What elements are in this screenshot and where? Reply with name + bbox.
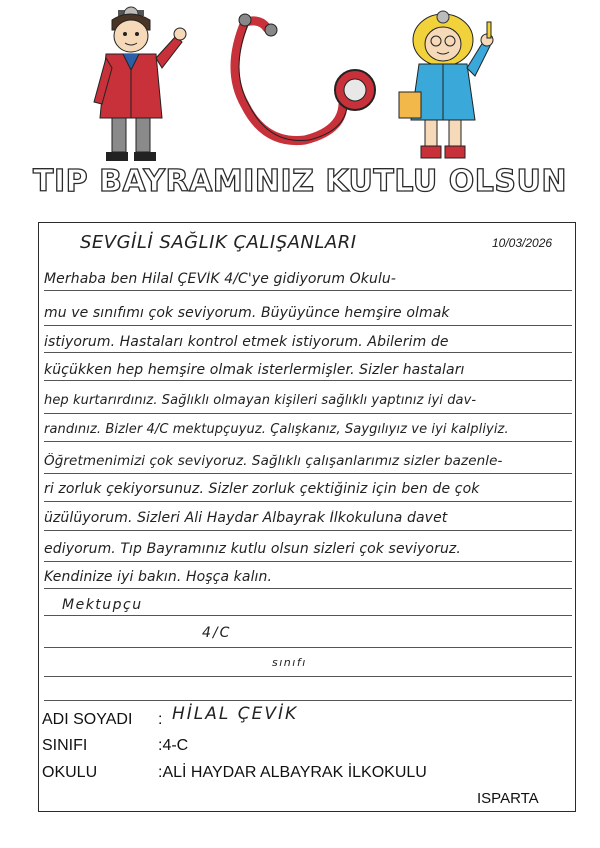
- stethoscope-icon: [205, 10, 390, 165]
- ruled-line: [44, 325, 572, 326]
- letter-line: Merhaba ben Hilal ÇEVİK 4/C'ye gidiyorum Okulu-: [44, 271, 397, 287]
- banner-title: TIP BAYRAMINIZ KUTLU OLSUN: [33, 164, 567, 199]
- ruled-line: [44, 588, 572, 589]
- ruled-line: [44, 380, 572, 381]
- letter-salutation: SEVGİLİ SAĞLIK ÇALIŞANLARI: [80, 232, 357, 253]
- signature-label: sınıfı: [272, 656, 307, 669]
- letter-line: Kendinize iyi bakın. Hoşça kalın.: [44, 569, 273, 585]
- letter-line: üzülüyorum. Sizleri Ali Haydar Albayrak İlkokuluna davet: [44, 510, 448, 526]
- letter-line: küçükken hep hemşire olmak isterlermişler. Sizler hastaları: [44, 362, 465, 378]
- ruled-line: [44, 700, 572, 701]
- male-doctor-icon: [80, 6, 190, 166]
- letter-line: Öğretmenimizi çok seviyoruz. Sağlıklı çalışanlarımız sizler bazenle-: [44, 453, 503, 469]
- name-colon: :: [158, 711, 163, 728]
- letter-line: hep kurtarırdınız. Sağlıklı olmayan kişileri sağlıklı yaptınız iyi dav-: [44, 393, 477, 408]
- name-value: HİLAL ÇEVİK: [172, 704, 299, 724]
- letter-line: istiyorum. Hastaları kontrol etmek istiyorum. Abilerim de: [44, 334, 449, 350]
- ruled-line: [44, 413, 572, 414]
- ruled-line: [44, 290, 572, 291]
- letter-line: ri zorluk çekiyorsunuz. Sizler zorluk çektiğiniz için ben de çok: [44, 481, 480, 497]
- ruled-line: [44, 501, 572, 502]
- ruled-line: [44, 676, 572, 677]
- letter-line: randınız. Bizler 4/C mektupçuyuz. Çalışkanız, Saygılıyız ve iyi kalpliyiz.: [44, 422, 509, 437]
- signature-word: Mektupçu: [62, 597, 143, 613]
- name-label: ADI SOYADI: [42, 711, 133, 728]
- class-value: :4-C: [158, 737, 189, 754]
- ruled-line: [44, 441, 572, 442]
- ruled-line: [44, 561, 572, 562]
- ruled-line: [44, 352, 572, 353]
- ruled-line: [44, 647, 572, 648]
- class-label: SINIFI: [42, 737, 88, 754]
- ruled-line: [44, 615, 572, 616]
- letter-date: 10/03/2026: [492, 236, 553, 250]
- signature-class: 4/C: [202, 625, 232, 641]
- letter-line: mu ve sınıfımı çok seviyorum. Büyüyünce hemşire olmak: [44, 305, 450, 321]
- female-doctor-icon: [395, 8, 510, 163]
- school-label: OKULU: [42, 764, 98, 781]
- ruled-line: [44, 530, 572, 531]
- ruled-line: [44, 473, 572, 474]
- letter-line: ediyorum. Tıp Bayramınız kutlu olsun sizleri çok seviyoruz.: [44, 541, 461, 557]
- school-value: :ALİ HAYDAR ALBAYRAK İLKOKULU: [158, 764, 427, 781]
- city-name: ISPARTA: [477, 790, 539, 807]
